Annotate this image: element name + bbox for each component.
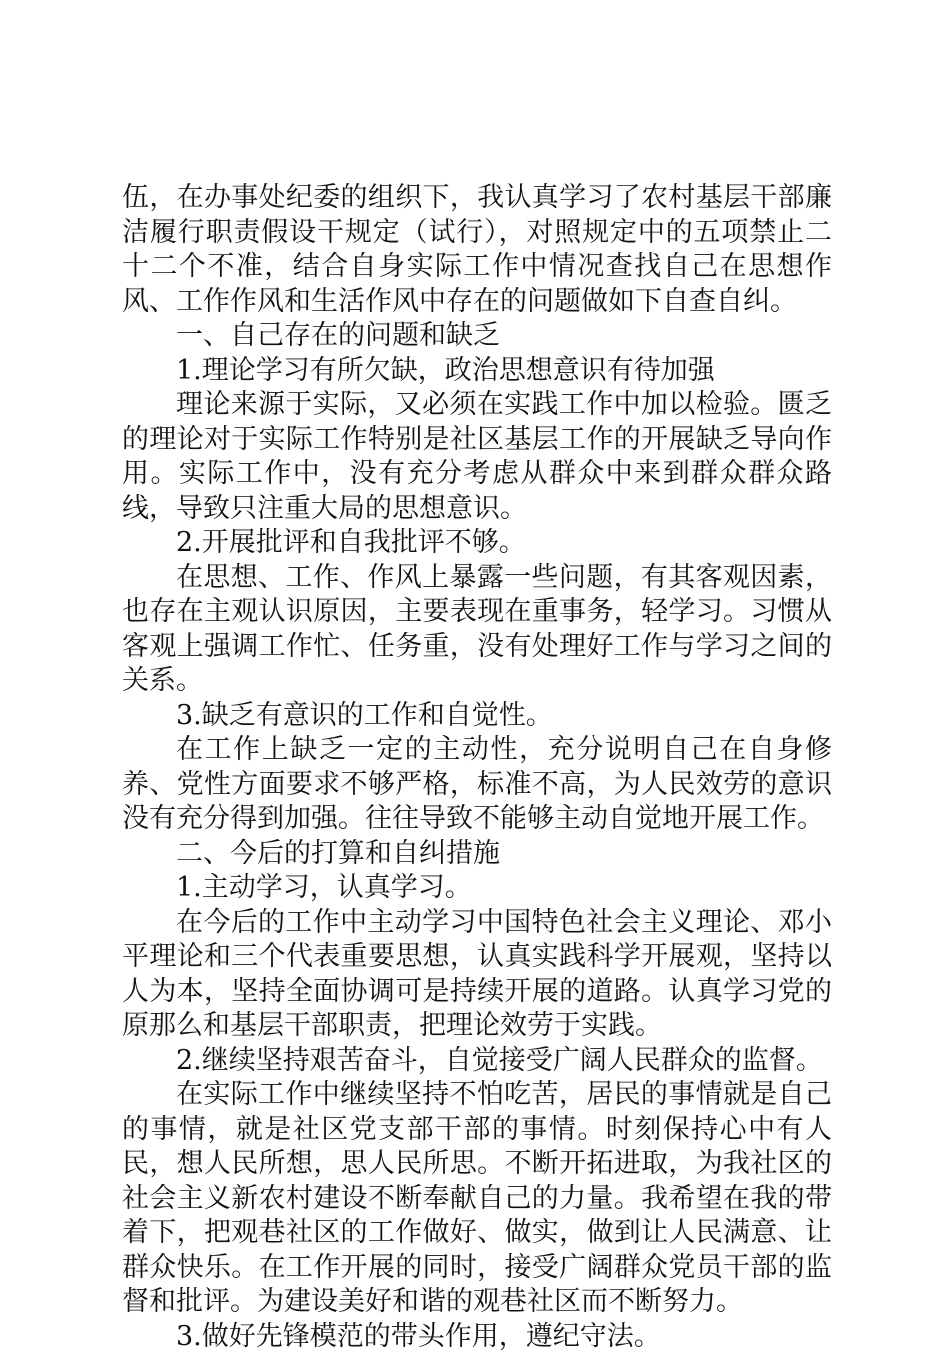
subheading-hard-work: 2.继续坚持艰苦奋斗，自觉接受广阔人民群众的监督。 (122, 1044, 832, 1079)
subheading-criticism: 2.开展批评和自我批评不够。 (122, 526, 832, 561)
subheading-active-learning: 1.主动学习，认真学习。 (122, 871, 832, 906)
subheading-theory-study: 1.理论学习有所欠缺，政治思想意识有待加强 (122, 354, 832, 389)
paragraph-hard-work: 在实际工作中继续坚持不怕吃苦，居民的事情就是自己的事情，就是社区党支部干部的事情。时刻保持心中有人民，想人民所想，思人民所思。不断开拓进取，为我社区的社会主义新农村建设不断奉献自己的力量。我希望在我的带着下，把观巷社区的工作做好、做实，做到让人民满意、让群众快乐。在工作开展的同时，接受广阔群众党员干部的监督和批评。为建设美好和谐的观巷社区而不断努力。 (122, 1078, 832, 1320)
section-heading-problems: 一、自己存在的问题和缺乏 (122, 319, 832, 354)
document-body (122, 181, 832, 1354)
paragraph-initiative: 在工作上缺乏一定的主动性，充分说明自己在自身修养、党性方面要求不够严格，标准不高，为人民效劳的意识没有充分得到加强。往往导致不能够主动自觉地开展工作。 (122, 733, 832, 837)
paragraph-theory-study: 理论来源于实际，又必须在实践工作中加以检验。匮乏的理论对于实际工作特别是社区基层工作的开展缺乏导向作用。实际工作中，没有充分考虑从群众中来到群众群众路线，导致只注重大局的思想意识。 (122, 388, 832, 526)
section-heading-plans: 二、今后的打算和自纠措施 (122, 837, 832, 872)
subheading-role-model: 3.做好先锋模范的带头作用，遵纪守法。 (122, 1320, 832, 1354)
paragraph-criticism: 在思想、工作、作风上暴露一些问题，有其客观因素，也存在主观认识原因，主要表现在重事务，轻学习。习惯从客观上强调工作忙、任务重，没有处理好工作与学习之间的关系。 (122, 561, 832, 699)
paragraph-active-learning: 在今后的工作中主动学习中国特色社会主义理论、邓小平理论和三个代表重要思想，认真实践科学开展观，坚持以人为本，坚持全面协调可是持续开展的道路。认真学习党的原那么和基层干部职责，把理论效劳于实践。 (122, 906, 832, 1044)
paragraph-intro-continuation: 伍，在办事处纪委的组织下，我认真学习了农村基层干部廉洁履行职责假设干规定（试行），对照规定中的五项禁止二十二个不准，结合自身实际工作中情况查找自己在思想作风、工作作风和生活作风中存在的问题做如下自查自纠。 (122, 181, 832, 319)
subheading-initiative: 3.缺乏有意识的工作和自觉性。 (122, 699, 832, 734)
